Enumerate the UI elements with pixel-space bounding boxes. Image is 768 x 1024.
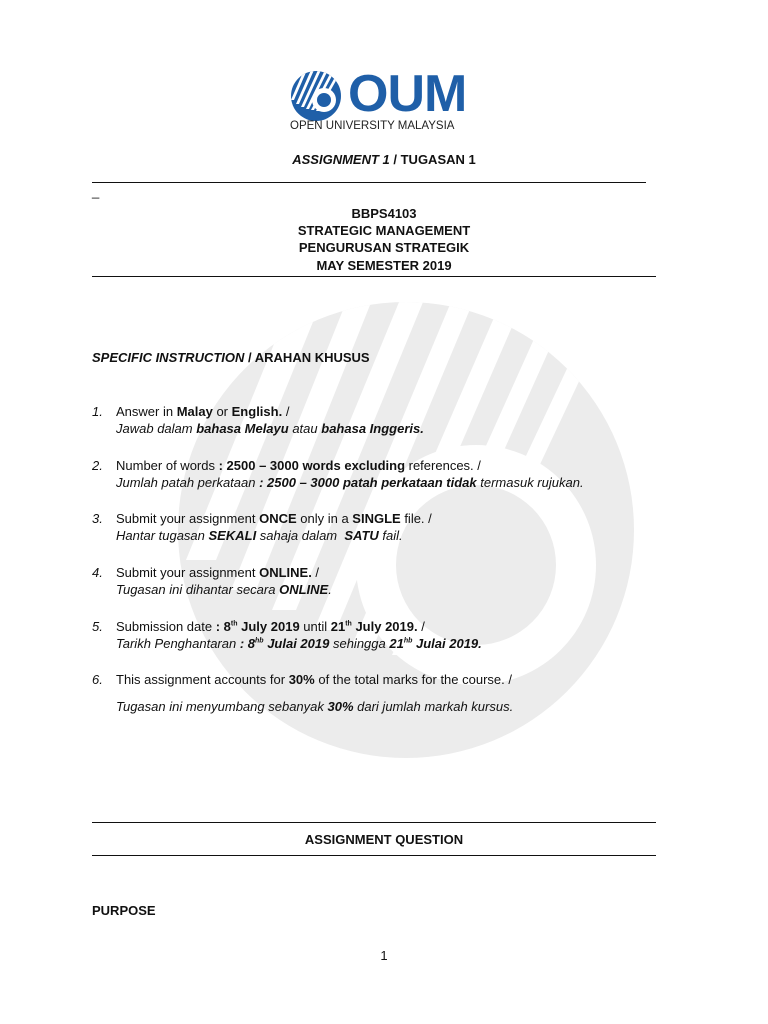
instruction-3-en: Submit your assignment ONCE only in a SINGLE file. / bbox=[116, 511, 432, 526]
oum-logo-text: OUM bbox=[348, 65, 467, 123]
instruction-1-ms: Jawab dalam bahasa Melayu atau bahasa Inggeris. bbox=[116, 421, 424, 436]
instruction-6-en: This assignment accounts for 30% of the total marks for the course. / bbox=[116, 672, 512, 687]
question-rule-top bbox=[92, 822, 656, 823]
assignment-question-heading: ASSIGNMENT QUESTION bbox=[304, 832, 464, 847]
instruction-4 bbox=[92, 564, 692, 598]
specific-instruction-slash: / bbox=[244, 350, 255, 365]
instruction-5-ms: Tarikh Penghantaran : $8^{hb}$ Julai 2019 sehingga $21^{hb}$ Julai 2019. bbox=[116, 636, 482, 651]
stray-underscore: _ bbox=[92, 184, 100, 199]
assignment-title bbox=[0, 152, 768, 167]
instruction-number: 4. bbox=[92, 565, 103, 580]
course-title-en: STRATEGIC MANAGEMENT bbox=[297, 223, 471, 238]
specific-instruction-heading bbox=[92, 350, 370, 365]
instruction-5 bbox=[92, 618, 692, 652]
instruction-2-ms: Jumlah patah perkataan : 2500 – 3000 patah perkataan tidak termasuk rujukan. bbox=[116, 475, 584, 490]
instruction-3 bbox=[92, 510, 692, 544]
course-code: BBPS4103 bbox=[351, 206, 417, 221]
instruction-number: 2. bbox=[92, 458, 103, 473]
instruction-1-en: Answer in Malay or English. / bbox=[116, 404, 290, 419]
oum-globe-icon bbox=[290, 70, 342, 122]
instruction-2-en: Number of words : 2500 – 3000 words excluding references. / bbox=[116, 458, 481, 473]
instruction-number: 6. bbox=[92, 672, 103, 687]
instruction-3-ms: Hantar tugasan SEKALI sahaja dalam SATU fail. bbox=[116, 528, 403, 543]
assignment-title-slash: / bbox=[389, 152, 401, 167]
instruction-4-ms: Tugasan ini dihantar secara ONLINE. bbox=[116, 582, 332, 597]
purpose-heading: PURPOSE bbox=[92, 903, 156, 918]
assignment-title-en: ASSIGNMENT 1 bbox=[292, 152, 390, 167]
instruction-number: 1. bbox=[92, 404, 103, 419]
course-title-ms: PENGURUSAN STRATEGIK bbox=[298, 240, 470, 255]
specific-instruction-ms: ARAHAN KHUSUS bbox=[254, 350, 370, 365]
instruction-6-ms: Tugasan ini menyumbang sebanyak 30% dari jumlah markah kursus. bbox=[116, 699, 514, 714]
specific-instruction-en: SPECIFIC INSTRUCTION bbox=[92, 350, 245, 365]
header-rule-top bbox=[92, 182, 646, 183]
instruction-1 bbox=[92, 403, 692, 437]
oum-logo-subtitle: OPEN UNIVERSITY MALAYSIA bbox=[290, 120, 455, 132]
instruction-5-en: Submission date : 8th July 2019 until 21th July 2019. / bbox=[116, 619, 425, 634]
instruction-6 bbox=[92, 671, 692, 715]
instruction-2 bbox=[92, 457, 692, 491]
instruction-4-en: Submit your assignment ONLINE. / bbox=[116, 565, 320, 580]
course-semester: MAY SEMESTER 2019 bbox=[316, 258, 452, 273]
oum-logo bbox=[290, 65, 470, 135]
page-number: 1 bbox=[380, 948, 388, 963]
instruction-number: 3. bbox=[92, 511, 103, 526]
assignment-title-ms: TUGASAN 1 bbox=[400, 152, 476, 167]
question-rule-bottom bbox=[92, 855, 656, 856]
instruction-number: 5. bbox=[92, 619, 103, 634]
header-rule-bottom bbox=[92, 276, 656, 277]
